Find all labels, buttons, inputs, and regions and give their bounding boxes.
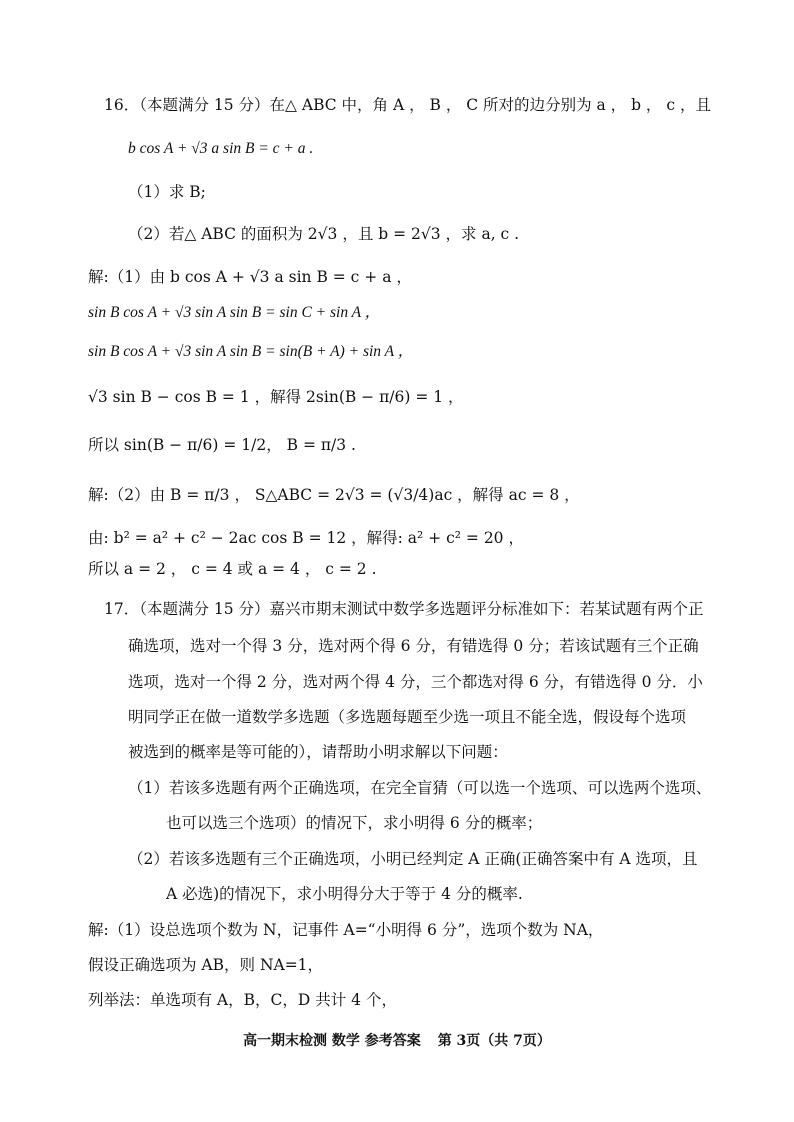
q17-part1-line1: （1）若该多选题有两个正确选项，在完全盲猜（可以选一个选项、可以选两个选项、 — [128, 779, 712, 797]
sol16-line8: 所以 a = 2 ， c = 4 或 a = 4 ， c = 2 . — [88, 560, 377, 578]
sol16-line7: 由: b² = a² + c² − 2ac cos B = 12 ，解得: a² + c² = 20 ， — [88, 529, 524, 547]
sol17-line3: 列举法：单选项有 A，B，C，D 共计 4 个， — [88, 991, 397, 1009]
q16-part1: （1）求 B; — [128, 183, 206, 201]
q17-part2-line1: （2）若该多选题有三个正确选项，小明已经判定 A 正确(正确答案中有 A 选项，且 — [128, 850, 698, 868]
sol16-line1: 解:（1）由 b cos A + √3 a sin B = c + a ， — [88, 268, 412, 286]
q17-line5: 被选到的概率是等可能的），请帮助小明求解以下问题： — [128, 743, 508, 761]
q17-line3: 选项，选对一个得 2 分，选对两个得 4 分，三个都选对得 6 分，有错选得 0 分．小 — [128, 673, 703, 691]
page-footer — [0, 1030, 794, 1050]
sol16-line2: sin B cos A + √3 sin A sin B = sin C + sin A ， — [88, 304, 381, 321]
q16-stem: 16．（本题满分 15 分）在△ ABC 中，角 A ， B ， C 所对的边分别为 a ， b ， c ，且 — [104, 96, 711, 114]
q17-part1-line2: 也可以选三个选项）的情况下，求小明得 6 分的概率； — [166, 814, 543, 832]
q17-line4: 明同学正在做一道数学多选题（多选题每题至少选一项且不能全选，假设每个选项 — [128, 708, 687, 726]
sol16-line3: sin B cos A + √3 sin A sin B = sin(B + A) + sin A ， — [88, 343, 414, 360]
sol17-line2: 假设正确选项为 AB，则 NA=1， — [88, 956, 324, 974]
sol17-line1: 解:（1）设总选项个数为 N，记事件 A=“小明得 6 分”，选项个数为 NA， — [88, 921, 604, 939]
sol16-line4: √3 sin B − cos B = 1 ，解得 2sin(B − π/6) = 1 ， — [88, 388, 464, 406]
q17-part2-line2: A 必选)的情况下，求小明得分大于等于 4 分的概率. — [166, 885, 523, 903]
footer-title: 高一期末检测 数学 参考答案 — [243, 1033, 421, 1049]
sol16-line5: 所以 sin(B − π/6) = 1/2， B = π/3 . — [88, 436, 356, 454]
q16-part2: （2）若△ ABC 的面积为 2√3 ，且 b = 2√3 ，求 a, c . — [128, 225, 520, 243]
q17-line2: 确选项，选对一个得 3 分，选对两个得 6 分，有错选得 0 分；若该试题有三个正确 — [128, 637, 699, 655]
footer-page-number: 第 3页（共 7页） — [437, 1033, 551, 1049]
q16-condition: b cos A + √3 a sin B = c + a . — [128, 140, 314, 157]
sol16-line6: 解:（2）由 B = π/3 ， S△ABC = 2√3 = (√3/4)ac ，解得 ac = 8 ， — [88, 486, 580, 504]
q17-line1: 17．（本题满分 15 分）嘉兴市期末测试中数学多选题评分标准如下：若某试题有两个正 — [104, 600, 704, 618]
